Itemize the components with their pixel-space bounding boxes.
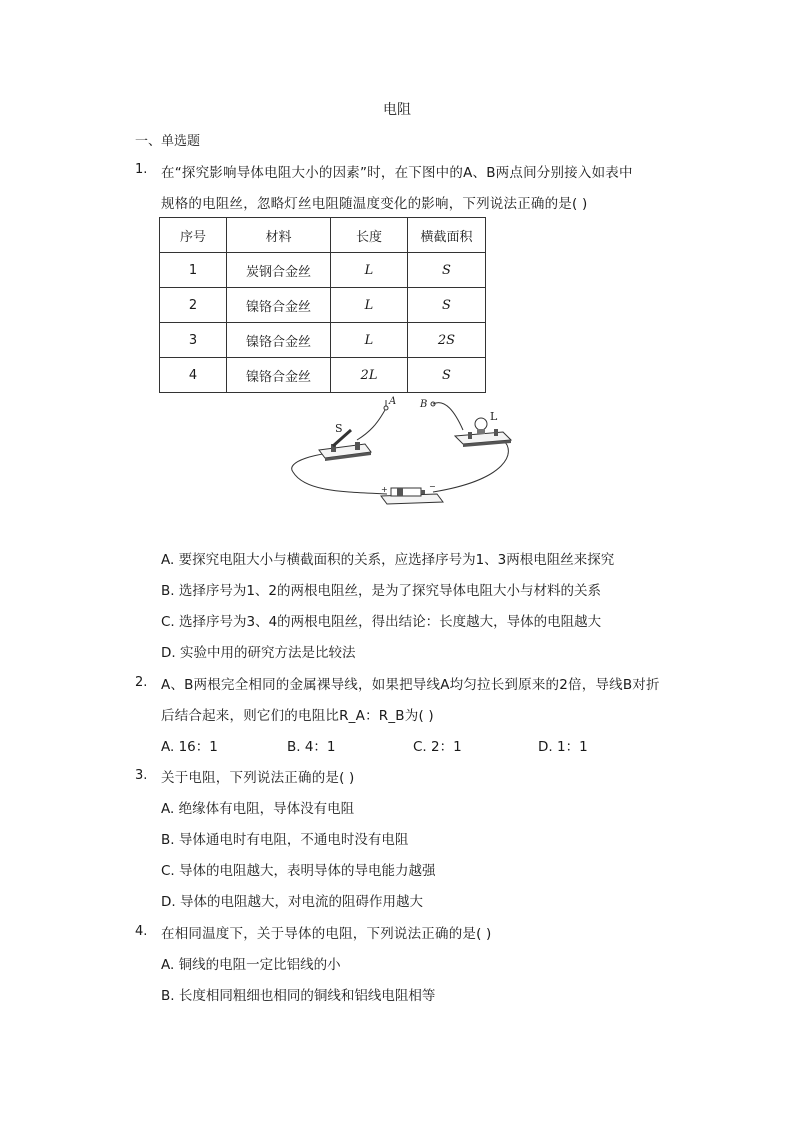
table-cell: 2 <box>160 288 227 323</box>
question-number: 3. <box>135 768 148 783</box>
terminal-b-label: B <box>420 399 428 410</box>
terminal-a-label: A <box>389 396 397 407</box>
table-cell: S <box>408 253 486 288</box>
battery-minus-label: − <box>429 482 436 491</box>
question-number: 4. <box>135 924 148 939</box>
lamp-label: L <box>490 410 498 423</box>
lamp-icon <box>455 418 511 447</box>
answer-option: C. 选择序号为3、4的两根电阻丝，得出结论：长度越大，导体的电阻越大 <box>161 614 602 630</box>
switch-label: S <box>335 422 343 435</box>
table-cell: L <box>331 288 408 323</box>
answer-option: B. 导体通电时有电阻，不通电时没有电阻 <box>161 832 409 848</box>
answer-option: A. 要探究电阻大小与横截面积的关系，应选择序号为1、3两根电阻丝来探究 <box>161 552 615 568</box>
question-text: 规格的电阻丝，忽略灯丝电阻随温度变化的影响，下列说法正确的是( ) <box>161 196 588 212</box>
table-cell: 炭钢合金丝 <box>227 253 331 288</box>
table-row <box>160 288 486 323</box>
battery-plus-label: + <box>381 485 388 494</box>
table-cell: 镍铬合金丝 <box>227 323 331 358</box>
table-row <box>160 358 486 393</box>
answer-option: D. 1：1 <box>538 739 588 755</box>
table-row <box>160 323 486 358</box>
question-number: 2. <box>135 675 148 690</box>
answer-option: B. 长度相同粗细也相同的铜线和铝线电阻相等 <box>161 988 436 1004</box>
table-cell: 3 <box>160 323 227 358</box>
table-cell: L <box>331 323 408 358</box>
question-text: 在“探究影响导体电阻大小的因素”时，在下图中的A、B两点间分别接入如表中 <box>161 165 633 181</box>
table-row <box>160 253 486 288</box>
question-number: 1. <box>135 162 148 177</box>
table-header-cell: 长度 <box>331 218 408 253</box>
table-cell: 2S <box>408 323 486 358</box>
circuit-diagram <box>285 392 525 512</box>
table-cell: S <box>408 288 486 323</box>
terminal-a-icon <box>384 400 388 410</box>
answer-option: D. 导体的电阻越大，对电流的阻碍作用越大 <box>161 894 423 910</box>
table-cell: 镍铬合金丝 <box>227 358 331 393</box>
table-cell: 镍铬合金丝 <box>227 288 331 323</box>
answer-option: A. 16：1 <box>161 739 218 755</box>
answer-option: B. 4：1 <box>287 739 336 755</box>
table-cell: S <box>408 358 486 393</box>
table-cell: 2L <box>331 358 408 393</box>
wire <box>433 440 508 492</box>
table-cell: 1 <box>160 253 227 288</box>
section-heading: 一、单选题 <box>135 134 201 149</box>
table-cell: L <box>331 253 408 288</box>
answer-option: C. 2：1 <box>413 739 462 755</box>
page-title: 电阻 <box>383 102 411 118</box>
table-header-cell: 横截面积 <box>408 218 486 253</box>
answer-option: C. 导体的电阻越大，表明导体的导电能力越强 <box>161 863 436 879</box>
question-text: 在相同温度下，关于导体的电阻，下列说法正确的是( ) <box>161 926 492 942</box>
answer-option: B. 选择序号为1、2的两根电阻丝，是为了探究导体电阻大小与材料的关系 <box>161 583 602 599</box>
answer-option: D. 实验中用的研究方法是比较法 <box>161 645 356 661</box>
question-text: A、B两根完全相同的金属裸导线，如果把导线A均匀拉长到原来的2倍，导线B对折 <box>161 677 660 693</box>
answer-option: A. 绝缘体有电阻，导体没有电阻 <box>161 801 355 817</box>
wire <box>433 403 463 430</box>
answer-option: A. 铜线的电阻一定比铝线的小 <box>161 957 341 973</box>
question-text: 关于电阻，下列说法正确的是( ) <box>161 770 355 786</box>
table-header-cell: 序号 <box>160 218 227 253</box>
spec-table <box>159 217 486 393</box>
wire <box>357 410 385 440</box>
question-text: 后结合起来，则它们的电阻比R_A：R_B为( ) <box>161 708 434 724</box>
table-cell: 4 <box>160 358 227 393</box>
table-header-cell: 材料 <box>227 218 331 253</box>
switch-icon <box>319 430 371 461</box>
table-header-row <box>160 218 486 253</box>
